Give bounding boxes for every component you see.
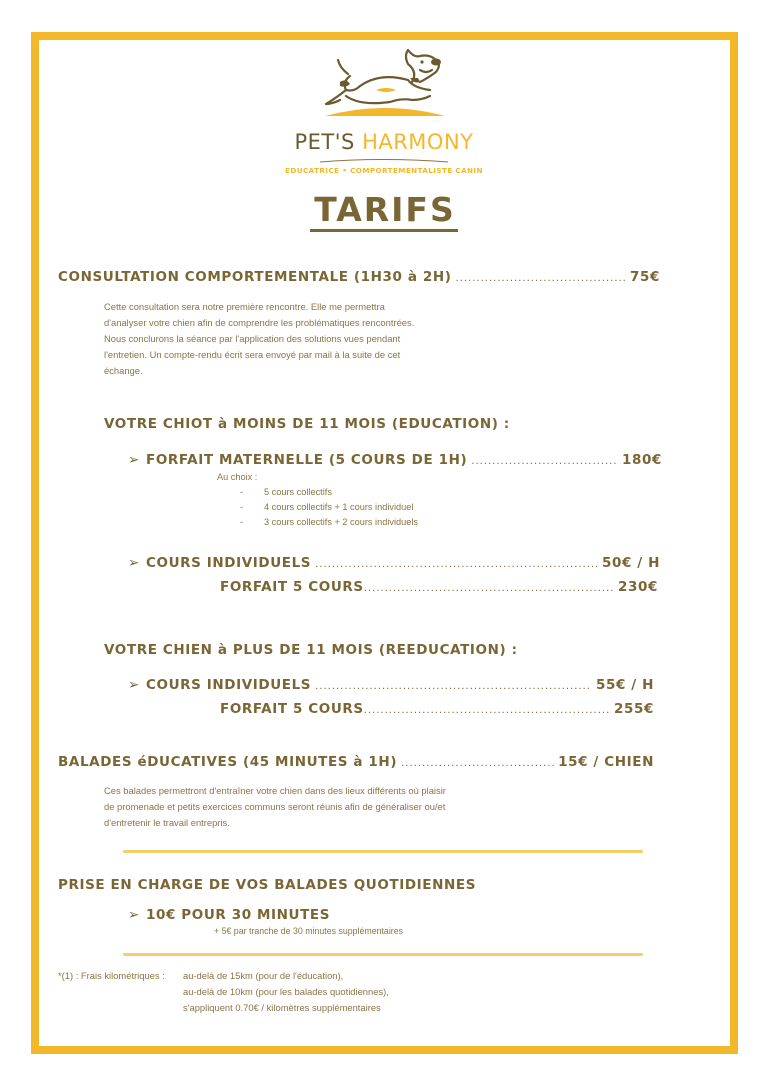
arrowhead-bullet-icon: ➢ xyxy=(128,452,140,468)
consultation-price: 75€ xyxy=(630,269,660,285)
cours-individuels-price: 55€ / H xyxy=(595,677,654,693)
forfait-maternelle-label: FORFAIT MATERNELLE (5 COURS DE 1H) xyxy=(146,452,468,468)
option-item: - 3 cours collectifs + 2 cours individuels xyxy=(240,517,418,527)
forfait5-label: FORFAIT 5 COURS xyxy=(220,579,364,595)
dotted-leader xyxy=(315,559,598,570)
description-line: d'analyser votre chien afin de comprendre les problématiques rencontrées. xyxy=(104,317,415,328)
dotted-leader xyxy=(315,681,592,692)
consultation-row xyxy=(58,269,660,285)
description-line: Cette consultation sera notre première rencontre. Elle me permettra xyxy=(104,301,385,312)
page-border xyxy=(31,32,738,1054)
chiot-forfait5-row xyxy=(220,579,658,595)
forfait5-price: 255€ xyxy=(614,701,654,717)
balades-row xyxy=(58,754,654,770)
brand-name xyxy=(0,130,768,154)
consultation-label: CONSULTATION COMPORTEMENTALE (1H30 à 2H) xyxy=(58,269,452,285)
quotidiennes-offer-row xyxy=(128,907,330,923)
consultation-description xyxy=(104,299,484,379)
description-line: Nous conclurons la séance par l'application des solutions vues pendant xyxy=(104,333,401,344)
forfait-maternelle-price: 180€ xyxy=(622,452,662,468)
description-line: l'entretien. Un compte-rendu écrit sera envoyé par mail à la suite de cet xyxy=(104,349,401,360)
arrowhead-bullet-icon: ➢ xyxy=(128,555,140,571)
forfait5-label: FORFAIT 5 COURS xyxy=(220,701,364,717)
dotted-leader xyxy=(364,583,614,594)
page-title-text: TARIFS xyxy=(310,190,458,232)
chiot-heading: VOTRE CHIOT à MOINS DE 11 MOIS (EDUCATION) : xyxy=(104,416,510,432)
forfait-maternelle-row xyxy=(128,452,662,468)
option-text: 5 cours collectifs xyxy=(264,487,332,497)
brand-swoosh-line xyxy=(318,158,450,164)
dotted-leader xyxy=(364,705,610,716)
description-line: d'entretenir le travail entrepris. xyxy=(104,817,230,828)
quotidiennes-offer: 10€ POUR 30 MINUTES xyxy=(146,907,331,923)
footnote-line: au-delà de 15km (pour de l'éducation), xyxy=(183,970,344,981)
separator-line xyxy=(123,850,643,853)
choice-label: Au choix : xyxy=(217,472,258,482)
chien-cours-individuels-row xyxy=(128,677,654,693)
separator-line xyxy=(123,953,643,956)
balades-label: BALADES éDUCATIVES (45 MINUTES à 1H) xyxy=(58,754,398,770)
arrowhead-bullet-icon: ➢ xyxy=(128,907,140,923)
cours-individuels-label: COURS INDIVIDUELS xyxy=(146,677,312,693)
chien-forfait5-row xyxy=(220,701,654,717)
dotted-leader xyxy=(471,456,618,467)
description-line: Ces balades permettront d'entraîner votre chien dans des lieux différents où plaisir xyxy=(104,785,446,796)
brand-name-part1: PET'S xyxy=(294,130,355,154)
chien-heading: VOTRE CHIEN à PLUS DE 11 MOIS (REEDUCATION) : xyxy=(104,642,518,658)
dotted-leader xyxy=(401,758,554,769)
chiot-cours-individuels-row xyxy=(128,555,660,571)
footnote-line: au-delà de 10km (pour les balades quotidiennes), xyxy=(183,986,389,997)
description-line: échange. xyxy=(104,365,143,376)
cours-individuels-price: 50€ / H xyxy=(601,555,660,571)
footnote-line: s'appliquent 0.70€ / kilomètres supplémentaires xyxy=(183,1002,381,1013)
page-title xyxy=(0,190,768,229)
option-text: 4 cours collectifs + 1 cours individuel xyxy=(264,502,414,512)
balades-description xyxy=(104,783,544,831)
cours-individuels-label: COURS INDIVIDUELS xyxy=(146,555,312,571)
option-text: 3 cours collectifs + 2 cours individuels xyxy=(264,517,418,527)
arrowhead-bullet-icon: ➢ xyxy=(128,677,140,693)
dotted-leader xyxy=(456,273,626,284)
option-item: - 4 cours collectifs + 1 cours individuel xyxy=(240,502,414,512)
quotidiennes-extra: + 5€ par tranche de 30 minutes supplémentaires xyxy=(214,926,404,936)
brand-name-part2: HARMONY xyxy=(362,130,474,154)
forfait5-price: 230€ xyxy=(618,579,658,595)
brand-tagline: EDUCATRICE • COMPORTEMENTALISTE CANIN xyxy=(285,166,483,175)
balades-price: 15€ / CHIEN xyxy=(558,754,654,770)
option-item: - 5 cours collectifs xyxy=(240,487,332,497)
quotidiennes-heading: PRISE EN CHARGE DE VOS BALADES QUOTIDIENNES xyxy=(58,877,477,893)
description-line: de promenade et petits exercices communs seront réunis afin de généraliser ou/et xyxy=(104,801,446,812)
footnote-label: *(1) : Frais kilométriques : xyxy=(58,970,165,981)
